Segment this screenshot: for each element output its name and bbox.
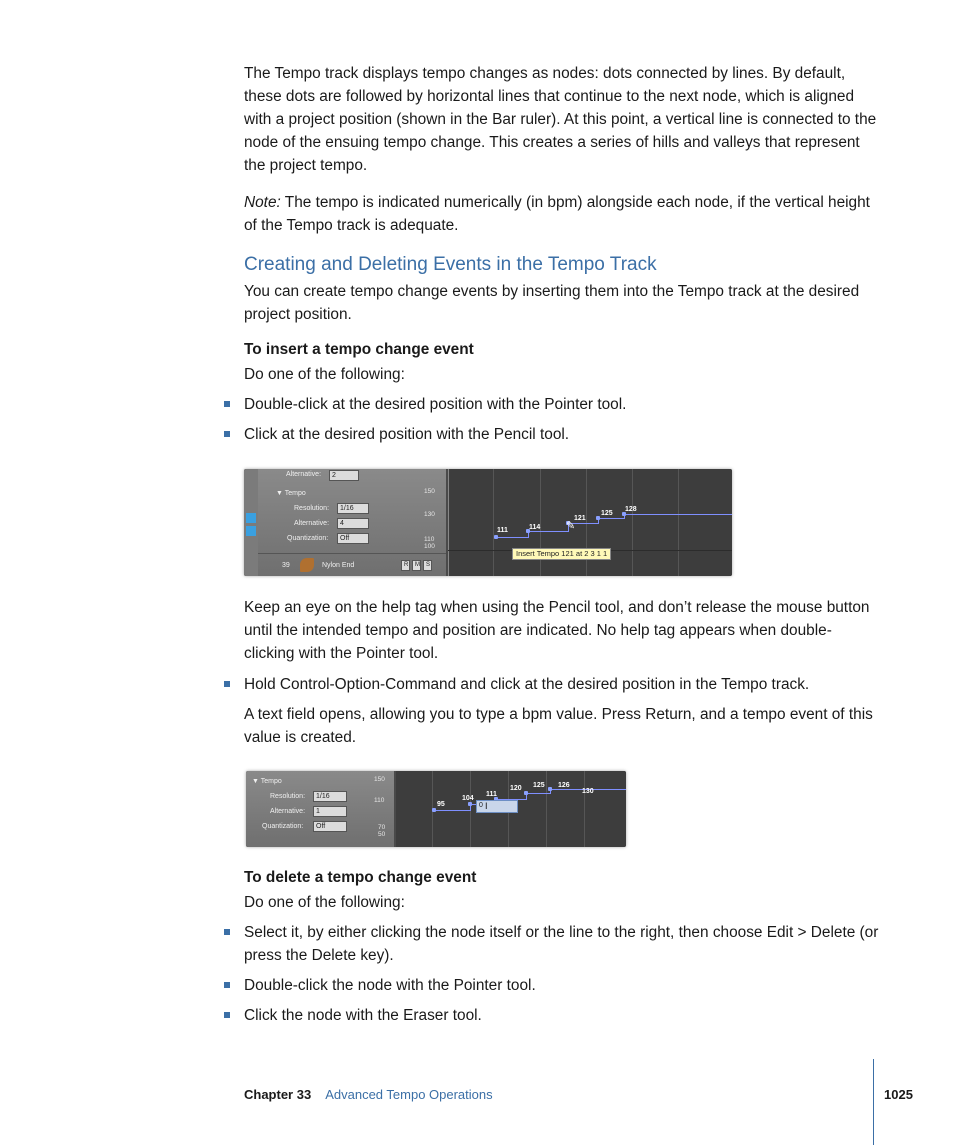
alternative-label: Alternative: bbox=[294, 520, 330, 527]
tempo-text-field[interactable]: 0 bbox=[476, 800, 518, 813]
tempo-track-area[interactable] bbox=[448, 469, 732, 576]
list-item-text: Click the node with the Eraser tool. bbox=[244, 1007, 482, 1024]
quantization-label: Quantization: bbox=[287, 535, 329, 542]
tempo-node[interactable] bbox=[468, 802, 472, 806]
delete-heading: To delete a tempo change event bbox=[244, 869, 477, 886]
page-number: 1025 bbox=[884, 1087, 913, 1102]
tempo-disclosure-label[interactable]: ▼ Tempo bbox=[252, 778, 282, 785]
quantization-select[interactable]: Off bbox=[337, 533, 369, 544]
list-item-text: Double-click at the desired position with the Pointer tool. bbox=[244, 396, 627, 413]
tempo-line[interactable] bbox=[496, 537, 528, 538]
note-text: The tempo is indicated numerically (in bpm) alongside each node, if the vertical height of the Tempo track is adequate. bbox=[244, 194, 870, 234]
divider bbox=[258, 553, 446, 554]
pencil-cursor-icon: ✎ bbox=[566, 520, 576, 532]
text-field-paragraph: A text field opens, allowing you to type a bpm value. Press Return, and a tempo event of this value is created. bbox=[244, 706, 873, 746]
tempo-node-label: 111 bbox=[497, 527, 508, 534]
scale-label: 130 bbox=[424, 511, 435, 518]
list-item-text: Select it, by either clicking the node itself or the line to the right, then choose Edit > Delete (or press the Delete key). bbox=[244, 924, 879, 964]
mute-button[interactable]: M bbox=[412, 560, 421, 571]
tempo-node-label: 104 bbox=[462, 795, 474, 802]
playhead-line bbox=[448, 469, 449, 576]
delete-lead: Do one of the following: bbox=[244, 894, 405, 911]
note-label: Note: bbox=[244, 194, 281, 211]
tempo-node[interactable] bbox=[548, 787, 552, 791]
text-cursor-icon: I bbox=[485, 801, 488, 811]
tempo-track-area[interactable] bbox=[396, 771, 626, 847]
track-number: 39 bbox=[282, 562, 290, 569]
tempo-node[interactable] bbox=[432, 808, 436, 812]
footer-divider bbox=[873, 1059, 874, 1145]
guitar-icon bbox=[300, 558, 314, 572]
bullet-icon bbox=[224, 929, 230, 935]
chapter-title: Advanced Tempo Operations bbox=[325, 1087, 493, 1102]
alternative-label: Alternative: bbox=[270, 808, 306, 815]
bullet-icon bbox=[224, 681, 230, 687]
tempo-node-label: 120 bbox=[510, 785, 522, 792]
tempo-node-label: 114 bbox=[529, 524, 541, 531]
instrument-name: Nylon End bbox=[322, 562, 355, 569]
scale-label: 110 bbox=[374, 797, 385, 804]
scale-label: 50 bbox=[378, 831, 386, 838]
tempo-node-label: 125 bbox=[533, 782, 545, 789]
section-intro: You can create tempo change events by inserting them into the Tempo track at the desired project position. bbox=[244, 283, 860, 323]
bullet-icon bbox=[224, 982, 230, 988]
section-heading: Creating and Deleting Events in the Tempo Track bbox=[244, 254, 657, 275]
tempo-line[interactable] bbox=[598, 518, 624, 519]
record-button[interactable]: R bbox=[401, 560, 410, 571]
tempo-line[interactable] bbox=[624, 514, 732, 515]
tool-button-icon[interactable] bbox=[246, 526, 256, 536]
quantization-label: Quantization: bbox=[262, 823, 304, 830]
tempo-disclosure-label[interactable]: ▼ Tempo bbox=[276, 490, 306, 497]
alternative-top-select[interactable]: 2 bbox=[329, 470, 359, 481]
tempo-line[interactable] bbox=[526, 793, 550, 794]
tempo-node[interactable] bbox=[524, 791, 528, 795]
quantization-select[interactable]: Off bbox=[313, 821, 347, 832]
list-item-text: Double-click the node with the Pointer tool. bbox=[244, 977, 536, 994]
track-name: Tempo bbox=[260, 778, 282, 785]
grid-line bbox=[632, 469, 633, 576]
alternative-select[interactable]: 4 bbox=[337, 518, 369, 529]
tempo-node-label: 130 bbox=[582, 788, 594, 795]
list-item-text: Click at the desired position with the Pencil tool. bbox=[244, 426, 570, 443]
tempo-line[interactable] bbox=[434, 810, 470, 811]
resolution-label: Resolution: bbox=[270, 793, 306, 800]
tempo-track-screenshot-pencil bbox=[244, 469, 732, 576]
help-tag: Insert Tempo 121 at 2 3 1 1 bbox=[512, 548, 611, 560]
scale-label: 150 bbox=[424, 488, 435, 495]
footer-chapter bbox=[244, 1087, 493, 1102]
resolution-select[interactable]: 1/16 bbox=[313, 791, 347, 802]
alternative-select[interactable]: 1 bbox=[313, 806, 347, 817]
scale-label: 70 bbox=[378, 824, 386, 831]
solo-button[interactable]: S bbox=[423, 560, 432, 571]
insert-lead: Do one of the following: bbox=[244, 366, 405, 383]
tempo-node[interactable] bbox=[494, 535, 498, 539]
resolution-label: Resolution: bbox=[294, 505, 330, 512]
intro-paragraph: The Tempo track displays tempo changes as nodes: dots connected by lines. By default, these dots are followed by horizontal lines that continue to the next node, which is aligned with a project position (shown in the Bar ruler). At this point, a vertical line is connected to the node of the ensuing tempo change. This creates a series of hills and valleys that represent the project tempo. bbox=[244, 65, 877, 174]
scale-label: 100 bbox=[424, 543, 435, 550]
scale-label: 110 bbox=[424, 536, 435, 543]
bullet-icon bbox=[224, 1012, 230, 1018]
tempo-track-screenshot-textfield bbox=[246, 771, 626, 847]
bullet-icon bbox=[224, 401, 230, 407]
grid-line bbox=[493, 469, 494, 576]
grid-line bbox=[546, 771, 547, 847]
bullet-icon bbox=[224, 431, 230, 437]
tempo-node-label: 126 bbox=[558, 782, 570, 789]
tempo-node-label: 125 bbox=[601, 510, 613, 517]
chapter-label: Chapter 33 bbox=[244, 1087, 312, 1102]
tempo-node-label: 111 bbox=[486, 791, 497, 798]
insert-heading: To insert a tempo change event bbox=[244, 341, 474, 358]
tool-button-icon[interactable] bbox=[246, 513, 256, 523]
scale-label: 150 bbox=[374, 776, 385, 783]
track-name: Tempo bbox=[284, 490, 306, 497]
tempo-line[interactable] bbox=[528, 531, 568, 532]
grid-line bbox=[584, 771, 585, 847]
resolution-select[interactable]: 1/16 bbox=[337, 503, 369, 514]
tempo-node-label: 95 bbox=[437, 801, 445, 808]
tempo-node-label: 128 bbox=[625, 506, 637, 513]
alternative-top-label: Alternative: bbox=[286, 471, 322, 478]
note-paragraph bbox=[244, 191, 879, 237]
list-item-text: Hold Control-Option-Command and click at the desired position in the Tempo track. bbox=[244, 676, 810, 693]
tempo-node[interactable] bbox=[596, 516, 600, 520]
tempo-node-label: 121 bbox=[574, 515, 586, 522]
grid-line bbox=[678, 469, 679, 576]
help-tag-paragraph: Keep an eye on the help tag when using the Pencil tool, and don’t release the mouse button until the intended tempo and position are indicated. No help tag appears when double-clicking with the Pointer tool. bbox=[244, 599, 870, 662]
